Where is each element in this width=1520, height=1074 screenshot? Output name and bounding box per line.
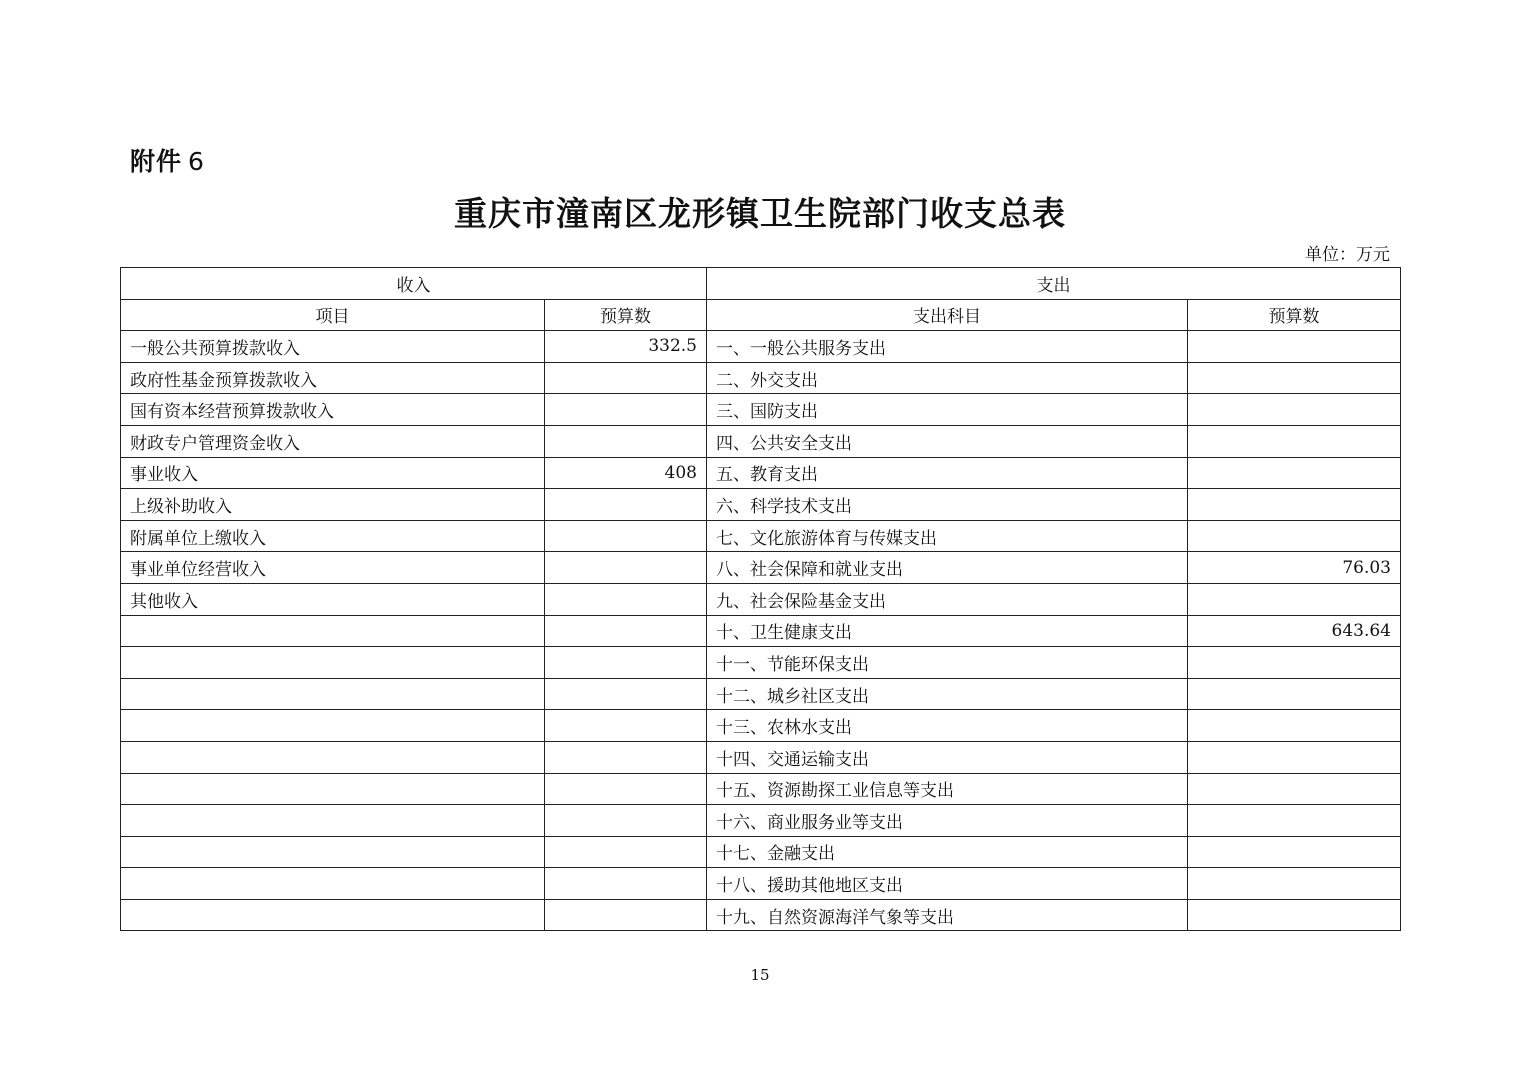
expenditure-budget-cell xyxy=(1188,710,1401,742)
table-row xyxy=(121,362,1401,394)
expenditure-item-cell: 十、卫生健康支出 xyxy=(707,615,1188,647)
income-item-cell: 一般公共预算拨款收入 xyxy=(121,331,545,363)
table-header xyxy=(121,268,1401,331)
expenditure-budget-cell xyxy=(1188,678,1401,710)
income-item-cell: 上级补助收入 xyxy=(121,489,545,521)
group-header-row xyxy=(121,268,1401,300)
income-item-header: 项目 xyxy=(121,299,545,331)
unit-label: 单位：万元 xyxy=(1305,245,1390,265)
income-budget-cell: 408 xyxy=(545,457,707,489)
expenditure-budget-cell xyxy=(1188,425,1401,457)
income-item-cell xyxy=(121,710,545,742)
expenditure-item-cell: 十三、农林水支出 xyxy=(707,710,1188,742)
table-row xyxy=(121,425,1401,457)
income-item-cell xyxy=(121,615,545,647)
expenditure-item-cell: 十六、商业服务业等支出 xyxy=(707,805,1188,837)
expenditure-item-cell: 十七、金融支出 xyxy=(707,836,1188,868)
expenditure-budget-cell xyxy=(1188,899,1401,931)
expenditure-item-cell: 十一、节能环保支出 xyxy=(707,647,1188,679)
expenditure-item-cell: 十九、自然资源海洋气象等支出 xyxy=(707,899,1188,931)
attachment-number: 6 xyxy=(188,147,205,176)
table-row xyxy=(121,899,1401,931)
income-group-header: 收入 xyxy=(121,268,707,300)
income-budget-cell xyxy=(545,489,707,521)
income-budget-cell xyxy=(545,678,707,710)
income-item-cell xyxy=(121,899,545,931)
income-item-cell: 政府性基金预算拨款收入 xyxy=(121,362,545,394)
table-row xyxy=(121,868,1401,900)
page-title: 重庆市潼南区龙形镇卫生院部门收支总表 xyxy=(454,194,1066,233)
expenditure-item-cell: 九、社会保险基金支出 xyxy=(707,583,1188,615)
income-budget-cell xyxy=(545,805,707,837)
income-item-cell: 财政专户管理资金收入 xyxy=(121,425,545,457)
table-row xyxy=(121,836,1401,868)
table-row xyxy=(121,552,1401,584)
expenditure-item-cell: 十二、城乡社区支出 xyxy=(707,678,1188,710)
expenditure-budget-cell: 76.03 xyxy=(1188,552,1401,584)
expenditure-budget-cell xyxy=(1188,331,1401,363)
expenditure-group-header: 支出 xyxy=(707,268,1401,300)
income-budget-cell xyxy=(545,583,707,615)
income-budget-cell: 332.5 xyxy=(545,331,707,363)
table-row xyxy=(121,615,1401,647)
expenditure-item-cell: 六、科学技术支出 xyxy=(707,489,1188,521)
expenditure-item-cell: 十五、资源勘探工业信息等支出 xyxy=(707,773,1188,805)
table-row xyxy=(121,520,1401,552)
expenditure-budget-cell xyxy=(1188,583,1401,615)
attachment-label-text: 附件 xyxy=(130,147,183,176)
table-body xyxy=(121,331,1401,931)
expenditure-budget-cell: 643.64 xyxy=(1188,615,1401,647)
table-row xyxy=(121,583,1401,615)
expenditure-item-cell: 十八、援助其他地区支出 xyxy=(707,868,1188,900)
income-budget-cell xyxy=(545,836,707,868)
table-row xyxy=(121,457,1401,489)
expenditure-budget-cell xyxy=(1188,362,1401,394)
table-row xyxy=(121,489,1401,521)
income-item-cell xyxy=(121,868,545,900)
expenditure-item-cell: 二、外交支出 xyxy=(707,362,1188,394)
expenditure-item-cell: 八、社会保障和就业支出 xyxy=(707,552,1188,584)
column-header-row xyxy=(121,299,1401,331)
table-row xyxy=(121,678,1401,710)
table-row xyxy=(121,805,1401,837)
attachment-label xyxy=(130,142,205,178)
income-item-cell xyxy=(121,773,545,805)
expenditure-budget-cell xyxy=(1188,394,1401,426)
table-row xyxy=(121,710,1401,742)
income-budget-header: 预算数 xyxy=(545,299,707,331)
income-budget-cell xyxy=(545,899,707,931)
expenditure-budget-cell xyxy=(1188,773,1401,805)
income-budget-cell xyxy=(545,773,707,805)
income-budget-cell xyxy=(545,394,707,426)
income-item-cell: 附属单位上缴收入 xyxy=(121,520,545,552)
page-number: 15 xyxy=(750,966,770,984)
income-item-cell: 事业收入 xyxy=(121,457,545,489)
table-row xyxy=(121,394,1401,426)
expenditure-budget-cell xyxy=(1188,836,1401,868)
expenditure-budget-cell xyxy=(1188,489,1401,521)
expenditure-budget-cell xyxy=(1188,520,1401,552)
expenditure-budget-cell xyxy=(1188,647,1401,679)
expenditure-item-cell: 五、教育支出 xyxy=(707,457,1188,489)
table-row xyxy=(121,741,1401,773)
income-item-cell xyxy=(121,805,545,837)
expenditure-budget-cell xyxy=(1188,868,1401,900)
income-item-cell xyxy=(121,647,545,679)
expenditure-budget-cell xyxy=(1188,805,1401,837)
expenditure-budget-header: 预算数 xyxy=(1188,299,1401,331)
expenditure-item-cell: 四、公共安全支出 xyxy=(707,425,1188,457)
expenditure-item-cell: 三、国防支出 xyxy=(707,394,1188,426)
income-budget-cell xyxy=(545,647,707,679)
income-budget-cell xyxy=(545,710,707,742)
income-item-cell xyxy=(121,741,545,773)
income-budget-cell xyxy=(545,425,707,457)
income-budget-cell xyxy=(545,868,707,900)
expenditure-item-cell: 七、文化旅游体育与传媒支出 xyxy=(707,520,1188,552)
income-item-cell: 其他收入 xyxy=(121,583,545,615)
income-budget-cell xyxy=(545,362,707,394)
income-budget-cell xyxy=(545,615,707,647)
expenditure-budget-cell xyxy=(1188,741,1401,773)
income-item-cell: 国有资本经营预算拨款收入 xyxy=(121,394,545,426)
table-row xyxy=(121,647,1401,679)
income-item-cell xyxy=(121,678,545,710)
expenditure-item-cell: 一、一般公共服务支出 xyxy=(707,331,1188,363)
table-row xyxy=(121,331,1401,363)
expenditure-item-cell: 十四、交通运输支出 xyxy=(707,741,1188,773)
income-budget-cell xyxy=(545,741,707,773)
table-row xyxy=(121,773,1401,805)
expenditure-item-header: 支出科目 xyxy=(707,299,1188,331)
income-item-cell: 事业单位经营收入 xyxy=(121,552,545,584)
income-budget-cell xyxy=(545,520,707,552)
budget-summary-table xyxy=(120,267,1401,931)
expenditure-budget-cell xyxy=(1188,457,1401,489)
income-item-cell xyxy=(121,836,545,868)
income-budget-cell xyxy=(545,552,707,584)
